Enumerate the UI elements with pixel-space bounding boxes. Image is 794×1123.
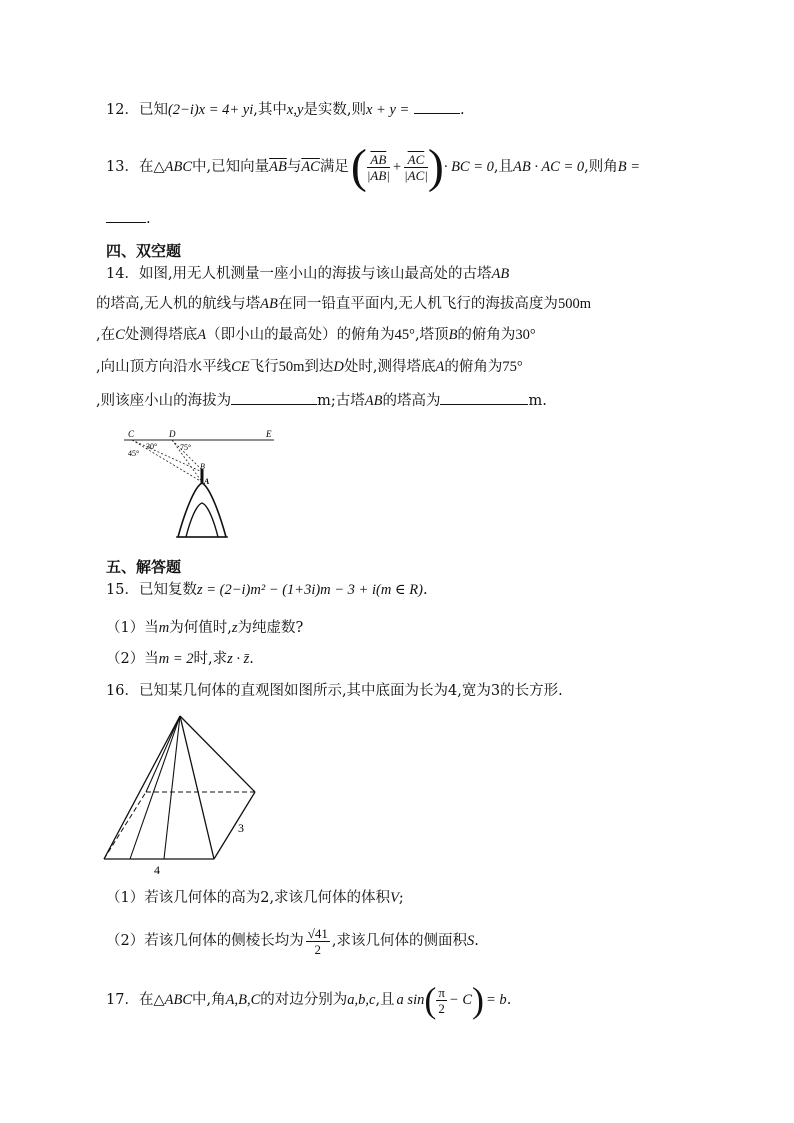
angle-75: 75° (180, 443, 192, 452)
question-number: 15． (106, 582, 139, 598)
math-variable: x,y (286, 102, 304, 118)
punctuation: . (422, 582, 428, 598)
math-variable: D (333, 359, 344, 375)
question-text: 中,角 (192, 992, 226, 1008)
question-text: （1）若该几何体的高为2,求该几何体的体积 (106, 890, 391, 906)
punctuation: . (146, 211, 151, 227)
lateral-edge-4 (146, 716, 180, 792)
fraction-pi-over-2 (436, 985, 447, 1016)
math-variable: A,B,C (225, 992, 261, 1008)
math-variable: z (231, 620, 238, 636)
math-variable: AB (260, 296, 278, 312)
lateral-edge-3 (180, 716, 255, 792)
question-text: ,则角 (584, 159, 618, 175)
question-text: ,塔顶 (414, 327, 449, 343)
punctuation: . (249, 651, 254, 667)
left-paren: ( (424, 980, 437, 1020)
question-13-blank-line (106, 208, 151, 229)
question-text: 为何值时, (169, 620, 232, 636)
question-text: 的塔高为 (382, 393, 441, 409)
pyramid-figure (100, 712, 270, 878)
math-expression: △ABC (153, 159, 192, 175)
vector-ac: $\overline{AC}$ (301, 159, 320, 175)
math-variable: m (158, 620, 170, 636)
math-variable: A (435, 359, 445, 375)
question-17 (106, 978, 511, 1022)
vector-ab: $\overline{AB}$ (269, 159, 287, 175)
math-value: 75° (502, 359, 523, 375)
question-text: ,且 (375, 992, 395, 1008)
question-text: 在 (138, 992, 154, 1008)
math-expression: · BC = 0 (443, 159, 494, 175)
sight-line-c-a (132, 440, 202, 482)
fraction-ab (367, 152, 390, 183)
math-variable: AB (364, 393, 383, 409)
label-d: D (169, 429, 176, 439)
hill-inner (186, 503, 218, 537)
math-variable: AB (491, 266, 510, 282)
fraction-numerator: $\overline{AB}$ (367, 152, 390, 168)
question-text: ,在 (96, 327, 116, 343)
fraction-ac (404, 152, 428, 183)
question-text: 在 (138, 159, 154, 175)
question-text: 是实数,则 (303, 102, 366, 118)
question-text: 在同一铅直平面内,无人机飞行的海拔高度为 (277, 296, 558, 312)
fraction-numerator: π (438, 984, 445, 1000)
fraction-numerator: $\overline{AC}$ (404, 152, 428, 168)
punctuation: . (506, 992, 512, 1008)
drone-mountain-figure (110, 425, 280, 540)
question-text: 已知某几何体的直观图如图所示,其中底面为长为4,宽为3的长方形. (138, 683, 563, 699)
question-15-part-1 (106, 618, 303, 638)
punctuation: . (459, 102, 465, 118)
fraction-denominator: 2 (438, 1000, 445, 1016)
question-15 (106, 580, 428, 600)
math-variable: a,b,c (347, 992, 376, 1008)
math-variable: B (448, 327, 458, 343)
question-text: ,求该几何体的侧面积 (331, 933, 467, 949)
plus-sign: + (392, 159, 402, 175)
math-expression: △ABC (153, 992, 192, 1008)
math-variable: C (115, 327, 125, 343)
label-b: B (200, 462, 205, 471)
question-14-line-5 (96, 390, 547, 411)
question-text: ,向山顶方向沿水平线 (96, 359, 232, 375)
math-value: 50m (278, 359, 305, 375)
math-expression: z = (2−i)m² − (1+3i)m − 3 + i (196, 582, 376, 598)
question-text: （1）当 (106, 620, 159, 636)
question-text: 中,已知向量 (192, 159, 270, 175)
question-text: m;古塔 (317, 393, 365, 409)
question-text: 与 (286, 159, 302, 175)
question-16-part-2 (106, 921, 479, 961)
label-length: 4 (154, 863, 160, 877)
right-paren: ) (472, 980, 485, 1020)
fraction-denominator: |AC| (404, 167, 428, 183)
math-expression: z · z̄ (227, 651, 250, 667)
question-text: m. (528, 393, 547, 409)
question-text: 的塔高,无人机的航线与塔 (96, 296, 261, 312)
math-variable: A (197, 327, 207, 343)
punctuation: . (474, 933, 479, 949)
question-text: 处时,测得塔底 (343, 359, 436, 375)
question-text: 的俯角为 (457, 327, 516, 343)
right-paren: ) (427, 140, 444, 193)
question-text: 处测得塔底 (124, 327, 198, 343)
question-text: 满足 (319, 159, 349, 175)
question-text: （2）若该几何体的侧棱长均为 (106, 933, 304, 949)
question-number: 13． (106, 159, 139, 175)
question-text: ,其中 (253, 102, 287, 118)
question-text: 飞行 (249, 359, 279, 375)
question-text: 时,求 (193, 651, 228, 667)
question-text: （即小山的最高处）的俯角为 (206, 327, 395, 343)
lateral-edge-2 (180, 716, 214, 859)
math-expression: m = 2 (158, 651, 194, 667)
question-text: 14．如图,用无人机测量一座小山的海拔与该山最高处的古塔 (106, 266, 492, 282)
math-variable: V (390, 890, 399, 906)
question-14-line-1 (106, 264, 509, 284)
math-expression: AB · AC = 0 (513, 159, 585, 175)
angle-30: 30° (146, 442, 158, 451)
question-14-line-2 (96, 294, 591, 314)
answer-blank-altitude[interactable] (231, 390, 317, 405)
fraction-denominator: |AB| (366, 167, 390, 183)
punctuation: ; (398, 890, 404, 906)
question-text: 为纯虚数? (237, 620, 304, 636)
question-number: 12． (106, 102, 139, 118)
question-text: （2）当 (106, 651, 159, 667)
question-16 (106, 681, 563, 701)
question-text: 的对边分别为 (260, 992, 348, 1008)
answer-blank[interactable] (414, 99, 460, 114)
math-expression: = b (486, 992, 507, 1008)
base-right-edge (214, 792, 255, 859)
angle-45: 45° (128, 449, 140, 458)
section-heading: 四、双空题 (106, 242, 182, 260)
label-a: A (204, 477, 210, 486)
question-number: 17． (106, 992, 139, 1008)
math-variable: S (466, 933, 475, 949)
math-expression: B = (617, 159, 641, 175)
left-paren: ( (350, 140, 367, 193)
lateral-edge-1 (104, 716, 180, 859)
question-text: 已知复数 (138, 582, 197, 598)
question-14-line-3 (96, 325, 536, 345)
math-value: 500m (557, 296, 591, 312)
base-left-hidden-edge (104, 792, 146, 859)
question-text: ,则该座小山的海拔为 (96, 393, 232, 409)
math-condition: (m ∈ R) (376, 582, 423, 598)
answer-blank[interactable] (106, 208, 146, 223)
question-15-part-2 (106, 649, 254, 669)
question-number: 16． (106, 683, 139, 699)
math-variable: CE (231, 359, 250, 375)
fraction-denominator: 2 (314, 941, 322, 957)
math-value: 45° (394, 327, 415, 343)
question-12 (106, 99, 465, 120)
label-c: C (128, 429, 135, 439)
question-text: ,且 (493, 159, 513, 175)
math-expression: a sin (396, 992, 425, 1008)
math-expression: (2−i)x = 4+ yi (167, 102, 254, 118)
math-value: 30° (515, 327, 536, 343)
hill-outer (178, 483, 226, 537)
question-16-part-1 (106, 888, 404, 908)
question-13 (106, 137, 640, 197)
section-heading: 五、解答题 (106, 558, 182, 576)
math-expression: − C (448, 992, 473, 1008)
question-text: 的俯角为 (444, 359, 503, 375)
label-e: E (266, 429, 272, 439)
fraction-numerator: √41 (307, 925, 328, 941)
label-width: 3 (238, 821, 244, 835)
answer-blank-height[interactable] (440, 390, 528, 405)
fraction-sqrt41-over-2 (306, 926, 330, 957)
question-text: 已知 (138, 102, 168, 118)
question-text: 到达 (304, 359, 334, 375)
question-14-line-4 (96, 357, 523, 377)
math-expression: x + y = (366, 102, 410, 118)
